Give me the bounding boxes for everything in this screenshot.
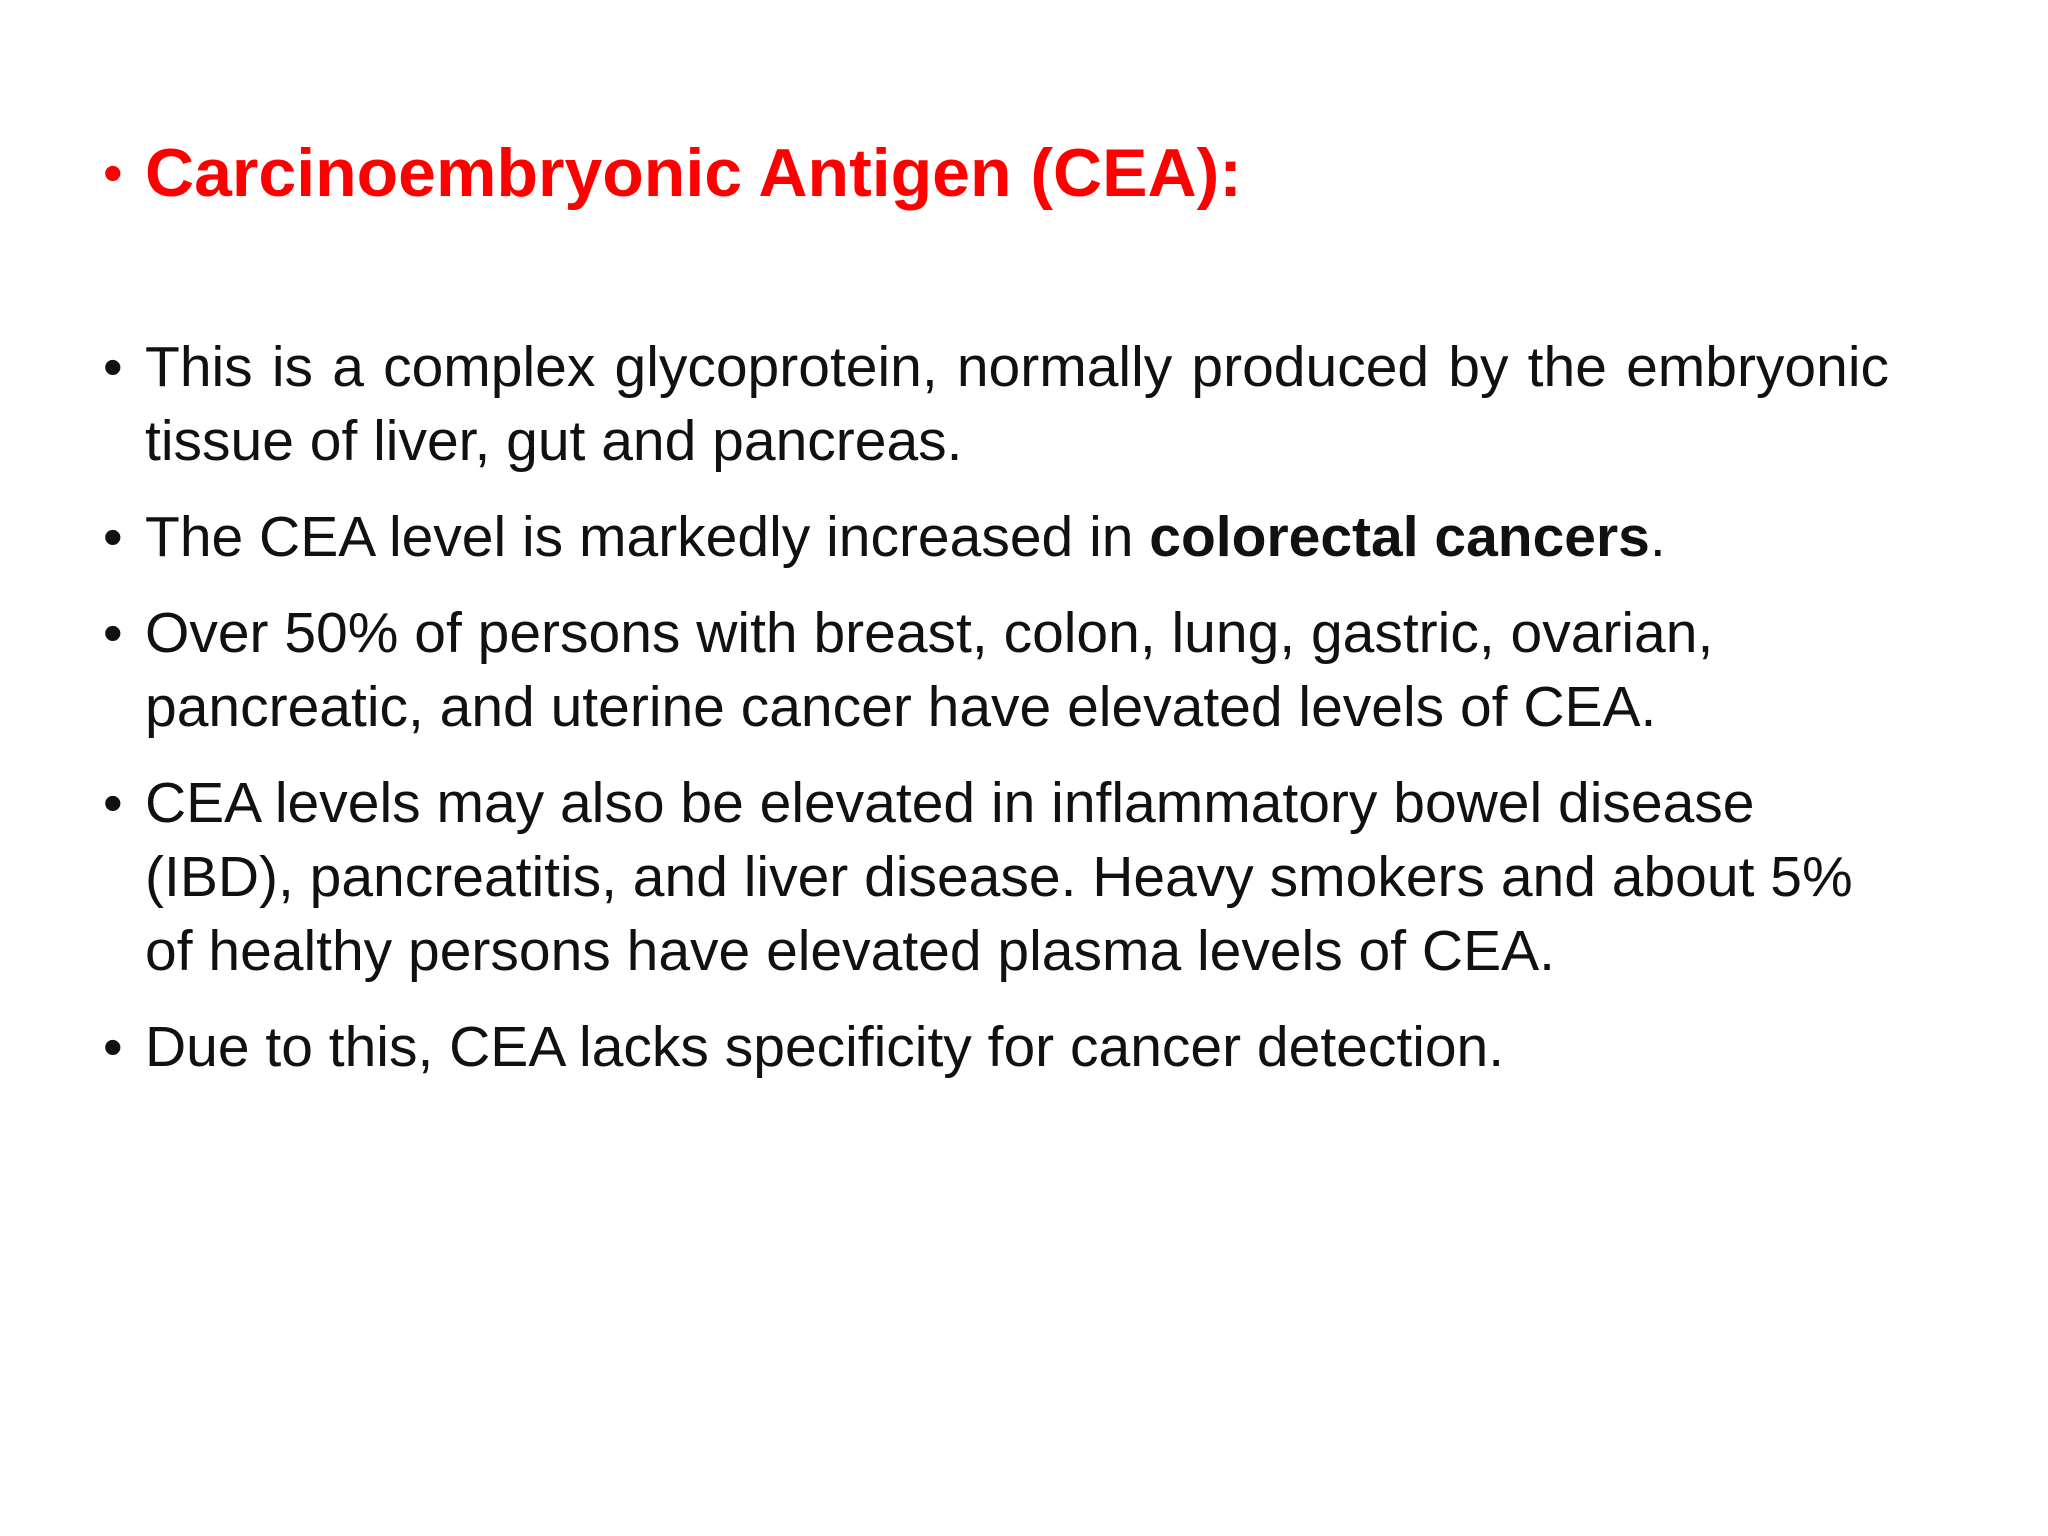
bullet-icon: • [103, 771, 123, 834]
bullet-icon: • [103, 335, 123, 398]
bullet-icon: • [103, 141, 123, 204]
bullet-icon: • [103, 601, 123, 664]
bullet-icon: • [103, 1015, 123, 1078]
slide-heading [103, 128, 1903, 218]
point-text-before: The CEA level is markedly increased in [145, 505, 1150, 569]
point-text: Due to this, CEA lacks specificity for cancer detection. [145, 1015, 1505, 1079]
bullet-list [103, 330, 1889, 1106]
list-item [103, 596, 1889, 744]
point-text-after: . [1649, 505, 1666, 569]
point-text-bold: colorectal cancers [1149, 505, 1650, 569]
list-item [103, 500, 1889, 574]
list-item [103, 766, 1889, 988]
point-text: CEA levels may also be elevated in inflammatory bowel disease (IBD), pancreatitis, and liver disease. Heavy smokers and about 5% of healthy persons have elevated plasma levels of CEA. [145, 771, 1853, 983]
bullet-icon: • [103, 505, 123, 568]
point-text: This is a complex glycoprotein, normally produced by the embryonic tissue of liver, gut and pancreas. [145, 335, 1889, 473]
point-text [145, 500, 1889, 574]
list-item [103, 1010, 1889, 1084]
point-text: Over 50% of persons with breast, colon, lung, gastric, ovarian, pancreatic, and uterine cancer have elevated levels of CEA. [145, 601, 1714, 739]
heading-text: Carcinoembryonic Antigen (CEA): [145, 135, 1242, 211]
list-item [103, 330, 1889, 478]
